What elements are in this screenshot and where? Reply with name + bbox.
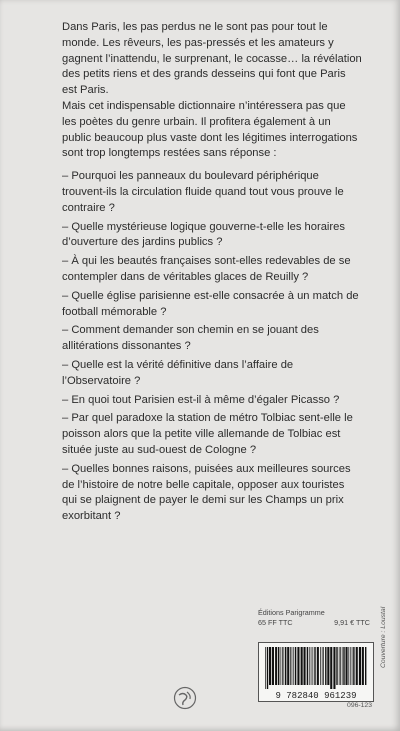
barcode-bar [323, 647, 324, 685]
barcode-bar [304, 647, 306, 685]
blurb-text [62, 20, 362, 528]
barcode-bar [285, 647, 286, 685]
price-francs: 65 FF TTC [258, 617, 293, 627]
question-item: – Quelles bonnes raisons, puisées aux meilleures sources de l’histoire de notre belle capitale, opposer aux touristes qui se plaignent de payer le demi sur les Champs un prix exorbitant ? [62, 462, 351, 523]
barcode-bar [293, 647, 294, 685]
barcode-bar [343, 647, 344, 685]
barcode-bar [317, 647, 319, 685]
barcode-bar [359, 647, 361, 685]
barcode-bar [350, 647, 351, 685]
barcode-bar [292, 647, 293, 685]
barcode-bar [320, 647, 321, 685]
barcode-bar [287, 647, 289, 685]
barcode-bar [339, 647, 340, 685]
barcode-bar [362, 647, 364, 685]
reference-number: 096-123 [347, 702, 372, 709]
question-item: – Par quel paradoxe la station de métro Tolbiac sent-elle le poisson alors que la petite ville allemande de Tolbiac est située juste au sud-ouest de Cologne ? [62, 412, 353, 456]
barcode-bar [269, 647, 271, 685]
barcode-bar [307, 647, 308, 685]
question-item: – Comment demander son chemin en se jouant des allitérations dissonantes ? [62, 324, 319, 353]
barcode-bar [265, 647, 266, 689]
barcode-bar [282, 647, 283, 685]
publisher-logo-icon [173, 686, 197, 710]
question-item: – Pourquoi les panneaux du boulevard périphérique trouvent-ils la circulation fluide quand tout vous prouve le contraire ? [62, 170, 344, 214]
barcode-bar [311, 647, 312, 685]
barcode-bar [342, 647, 343, 685]
publisher-info [258, 608, 370, 627]
barcode-bar [330, 647, 332, 689]
price-row [258, 618, 370, 628]
barcode-bar [309, 647, 310, 685]
barcode-bar [346, 647, 348, 685]
barcode-bars [259, 643, 373, 701]
barcode-bar [352, 647, 353, 685]
barcode-bar [340, 647, 341, 685]
barcode-bar [333, 647, 335, 689]
publisher-name: Éditions Parigramme [258, 608, 325, 617]
intro-paragraph-1: Dans Paris, les pas perdus ne le sont pas pour tout le monde. Les rêveurs, les pas-pressés et les amateurs y gagnent l’inattendu, le surprenant, le cocasse… la révélation des petits riens et des grands desseins qui font que Paris est Paris. [62, 21, 362, 97]
question-item: – Quelle mystérieuse logique gouverne-t-elle les horaires d’ouverture des jardins publics ? [62, 220, 345, 249]
barcode-bar [272, 647, 274, 685]
barcode-bar [301, 647, 303, 685]
intro-paragraph-2: Mais cet indispensable dictionnaire n’intéressera pas que les poètes du genre urbain. Il profitera également à un public beaucoup plus vaste dont les légitimes interrogations sont trop longtemps restées sans réponse : [62, 99, 358, 160]
barcode-bar [325, 647, 326, 685]
barcode-bar [314, 647, 315, 685]
question-item: – Quelle est la vérité définitive dans l’affaire de l’Observatoire ? [62, 358, 294, 387]
barcode-bar [281, 647, 282, 685]
barcode-bar [353, 647, 354, 685]
barcode-bar [327, 647, 329, 685]
price-euros: 9,91 € TTC [334, 617, 370, 627]
cover-credit: Couverture : Loustal [380, 606, 387, 668]
barcode-bar [313, 647, 314, 685]
question-item: – À qui les beautés françaises sont-elles redevables de se contempler dans de véritables glaces de Reuilly ? [62, 255, 351, 283]
barcode-bar [267, 647, 268, 689]
barcode [258, 642, 374, 702]
question-item: – En quoi tout Parisien est-il à même d’égaler Picasso ? [62, 393, 340, 406]
barcode-bar [275, 647, 277, 685]
barcode-bar [356, 647, 358, 685]
barcode-bar [322, 647, 323, 685]
barcode-digits: 9 782840 961239 [275, 691, 357, 701]
barcode-bar [336, 647, 337, 685]
barcode-bar [278, 647, 279, 685]
question-item: – Quelle église parisienne est-elle consacrée à un match de football mémorable ? [62, 289, 359, 318]
barcode-bar [297, 647, 299, 685]
barcode-bar [284, 647, 285, 685]
barcode-bar [365, 647, 366, 685]
barcode-bar [295, 647, 296, 685]
barcode-bar [290, 647, 291, 685]
barcode-bar [348, 647, 349, 685]
